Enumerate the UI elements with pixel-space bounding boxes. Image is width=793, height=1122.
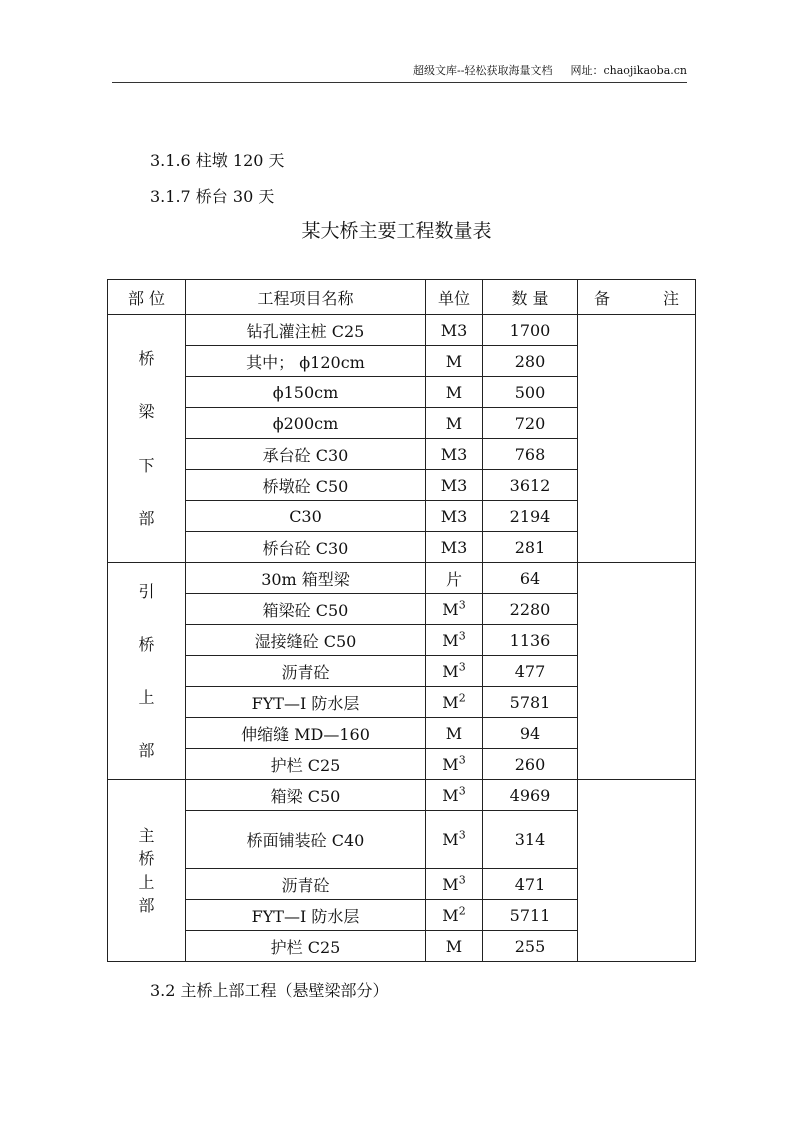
qty-cell: 477 xyxy=(483,656,578,687)
qty-cell: 3612 xyxy=(483,470,578,501)
part-char: 下 xyxy=(138,455,155,475)
qty-cell: 281 xyxy=(483,532,578,563)
part-char: 梁 xyxy=(138,402,155,422)
unit-cell xyxy=(426,625,483,656)
unit-cell xyxy=(426,656,483,687)
qty-cell: 94 xyxy=(483,718,578,749)
table-row xyxy=(108,315,696,346)
unit-text: M xyxy=(442,692,459,712)
line-3-1-6: 3.1.6 柱墩 120 天 xyxy=(150,151,285,170)
unit-text: M3 xyxy=(440,537,468,557)
unit-superscript: 3 xyxy=(458,828,466,842)
item-cell: 湿接缝砼 C50 xyxy=(186,625,426,656)
unit-superscript: 3 xyxy=(458,873,466,887)
quantity-table xyxy=(107,279,696,962)
item-cell: 其中； ϕ120cm xyxy=(186,346,426,377)
unit-text: M xyxy=(442,785,459,805)
qty-cell: 768 xyxy=(483,439,578,470)
item-cell: C30 xyxy=(186,501,426,532)
header-note-a: 备 xyxy=(594,288,611,308)
unit-text: M xyxy=(442,599,459,619)
unit-cell xyxy=(426,563,483,594)
item-cell: 箱梁砼 C50 xyxy=(186,594,426,625)
unit-cell xyxy=(426,749,483,780)
unit-cell xyxy=(426,594,483,625)
part-char: 桥 xyxy=(138,634,155,654)
unit-text: M xyxy=(442,830,459,849)
unit-cell xyxy=(426,501,483,532)
header-part: 部 位 xyxy=(108,280,186,315)
qty-cell: 720 xyxy=(483,408,578,439)
qty-cell: 1700 xyxy=(483,315,578,346)
table-row xyxy=(108,780,696,811)
item-cell: ϕ200cm xyxy=(186,408,426,439)
qty-cell: 471 xyxy=(483,869,578,900)
unit-cell xyxy=(426,687,483,718)
unit-text: M xyxy=(442,630,459,650)
unit-cell xyxy=(426,315,483,346)
qty-cell: 314 xyxy=(483,811,578,869)
item-cell: 30m 箱型梁 xyxy=(186,563,426,594)
part-char: 主 xyxy=(138,826,155,846)
unit-text: M3 xyxy=(440,475,468,495)
item-cell: ϕ150cm xyxy=(186,377,426,408)
unit-cell xyxy=(426,931,483,962)
header-site-text: 超级文库--轻松获取海量文档 xyxy=(413,64,553,77)
unit-cell xyxy=(426,470,483,501)
header-unit: 单位 xyxy=(426,280,483,315)
item-cell: 沥青砼 xyxy=(186,656,426,687)
unit-text: M3 xyxy=(440,320,468,340)
item-cell: 护栏 C25 xyxy=(186,749,426,780)
note-cell xyxy=(578,780,696,962)
part-cell xyxy=(108,563,186,780)
unit-superscript: 3 xyxy=(458,598,466,612)
qty-cell: 5781 xyxy=(483,687,578,718)
item-cell: 桥台砼 C30 xyxy=(186,532,426,563)
qty-cell: 4969 xyxy=(483,780,578,811)
note-cell xyxy=(578,563,696,780)
qty-cell: 500 xyxy=(483,377,578,408)
part-char: 引 xyxy=(138,581,155,601)
item-cell: 钻孔灌注桩 C25 xyxy=(186,315,426,346)
part-char: 部 xyxy=(138,741,155,761)
header-item: 工程项目名称 xyxy=(186,280,426,315)
unit-cell xyxy=(426,346,483,377)
table-header-row xyxy=(108,280,696,315)
line-3-1-7: 3.1.7 桥台 30 天 xyxy=(150,187,275,206)
item-cell: 箱梁 C50 xyxy=(186,780,426,811)
unit-cell xyxy=(426,377,483,408)
part-char: 上 xyxy=(138,872,155,892)
qty-cell: 1136 xyxy=(483,625,578,656)
unit-cell xyxy=(426,408,483,439)
unit-superscript: 3 xyxy=(458,660,466,674)
unit-text: M xyxy=(445,382,463,402)
unit-cell xyxy=(426,811,483,869)
qty-cell: 64 xyxy=(483,563,578,594)
item-cell: 承台砼 C30 xyxy=(186,439,426,470)
unit-text: M3 xyxy=(440,444,468,464)
qty-cell: 255 xyxy=(483,931,578,962)
item-cell: 伸缩缝 MD—160 xyxy=(186,718,426,749)
unit-superscript: 3 xyxy=(458,753,466,767)
unit-text: M xyxy=(445,723,463,743)
unit-superscript: 3 xyxy=(458,629,466,643)
unit-text: M xyxy=(445,413,463,433)
line-3-2: 3.2 主桥上部工程（悬壁梁部分） xyxy=(150,981,389,1000)
unit-text: M3 xyxy=(440,506,468,526)
table-body xyxy=(108,315,696,962)
unit-superscript: 3 xyxy=(458,784,466,798)
qty-cell: 280 xyxy=(483,346,578,377)
header-qty: 数 量 xyxy=(483,280,578,315)
part-char: 桥 xyxy=(138,849,155,869)
part-char: 上 xyxy=(138,688,155,707)
note-cell xyxy=(578,315,696,563)
unit-cell xyxy=(426,532,483,563)
item-cell: 护栏 C25 xyxy=(186,931,426,962)
header-note xyxy=(578,280,696,315)
qty-cell: 5711 xyxy=(483,900,578,931)
item-cell: 桥面铺装砼 C40 xyxy=(186,811,426,869)
unit-cell xyxy=(426,900,483,931)
qty-cell: 2194 xyxy=(483,501,578,532)
page-header xyxy=(112,64,687,83)
part-char: 部 xyxy=(138,508,155,528)
unit-text: M xyxy=(442,874,459,894)
part-char: 部 xyxy=(138,895,155,915)
part-cell xyxy=(108,315,186,563)
unit-cell xyxy=(426,439,483,470)
item-cell: FYT—I 防水层 xyxy=(186,687,426,718)
unit-text: 片 xyxy=(445,569,462,589)
part-cell xyxy=(108,780,186,962)
unit-superscript: 2 xyxy=(458,904,466,918)
qty-cell: 2280 xyxy=(483,594,578,625)
unit-cell xyxy=(426,869,483,900)
unit-cell xyxy=(426,780,483,811)
unit-cell xyxy=(426,718,483,749)
table-row xyxy=(108,563,696,594)
part-char: 桥 xyxy=(138,349,155,369)
unit-text: M xyxy=(445,351,463,371)
item-cell: FYT—I 防水层 xyxy=(186,900,426,931)
header-url-text: 网址：chaojikaoba.cn xyxy=(570,64,687,77)
table-title: 某大桥主要工程数量表 xyxy=(301,220,492,242)
item-cell: 桥墩砼 C50 xyxy=(186,470,426,501)
header-note-b: 注 xyxy=(662,288,679,308)
unit-text: M xyxy=(442,754,459,774)
item-cell: 沥青砼 xyxy=(186,869,426,900)
unit-superscript: 2 xyxy=(458,691,466,705)
qty-cell: 260 xyxy=(483,749,578,780)
unit-text: M xyxy=(442,905,459,925)
unit-text: M xyxy=(442,661,459,681)
unit-text: M xyxy=(445,936,463,956)
